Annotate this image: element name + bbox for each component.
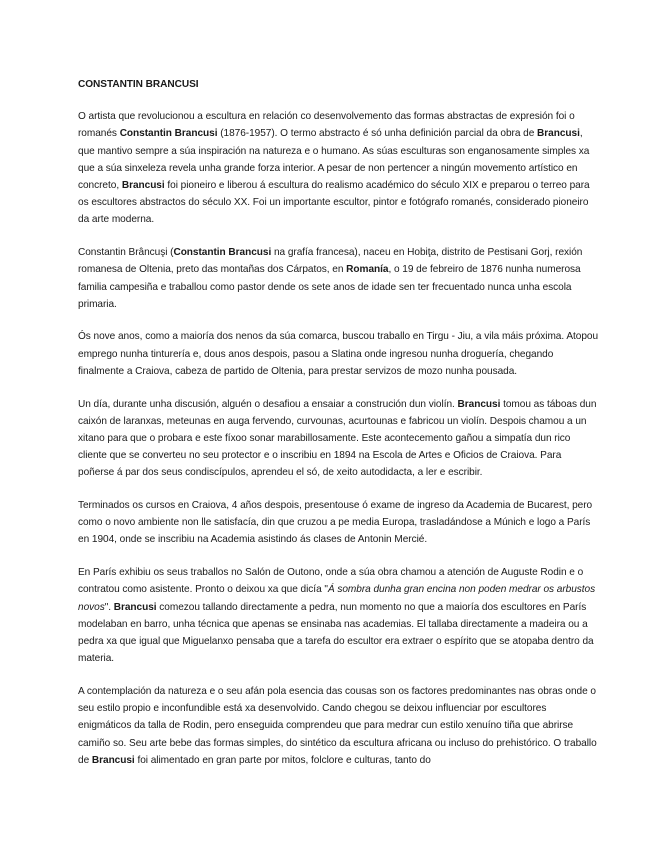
text-run: Terminados os cursos en Craiova, 4 años despois, presentouse ó exame de ingreso da Academia de Bucarest, pero como o novo ambiente non lle satisfacía, din que cruzou a pe media Europa, trasladándose a Múnich e logo a París en 1904, onde se inscribiu na Academia asistindo ás clases de Antonin Mercié. bbox=[78, 500, 593, 546]
bold-text: Constantin Brancusi bbox=[119, 128, 218, 140]
text-run: foi alimentado en gran parte por mitos, folclore e culturas, tanto do bbox=[134, 754, 431, 766]
paragraph bbox=[78, 396, 598, 482]
text-run: En París exhibiu os seus traballos no Salón de Outono, onde a súa obra chamou a atención de Auguste Rodin e o contratou como asistente. Pronto o deixou xa que dicía " bbox=[78, 567, 584, 596]
paragraph bbox=[78, 328, 598, 380]
text-run: na grafía francesa), naceu en Hobiţa, distrito de Pestisani Gorj, rexión romanesa de Oltenia, preto das montañas dos Cárpatos, en bbox=[78, 247, 583, 276]
text-run: , que mantivo sempre a súa inspiración na natureza e o humano. As súas esculturas son enganosamente simples xa que a súa sinxeleza revela unha grande forza interior. A pesar de non pertencer a ningún movemento artístico en concreto, bbox=[78, 128, 590, 192]
paragraph bbox=[78, 497, 598, 549]
bold-text: Brancusi bbox=[457, 398, 501, 410]
text-run: A contemplación da natureza e o seu afán pola esencia das cousas son os factores predominantes nas obras onde o seu estilo propio e inconfundible está xa desenvolvido. Cando chegou se deixou influenciar por escultores enigmáticos da talla de Rodin, pero enseguida comprendeu que para medrar cun estilo xenuíno tiña que abrirse camiño so. Seu arte bebe das formas simples, do sintético da escultura africana ou incluso do prehistórico. O traballo de bbox=[78, 685, 597, 766]
text-run: , o 19 de febreiro de 1876 nunha numerosa familia campesiña e traballou como pastor dende os sete anos de idade sen ter frecuentado nunca unha escola primaria. bbox=[78, 264, 581, 310]
bold-text: Constantin Brancusi bbox=[173, 247, 272, 259]
paragraph bbox=[78, 244, 598, 313]
bold-text: Brancusi bbox=[537, 128, 580, 140]
bold-text: Brancusi bbox=[121, 180, 165, 192]
text-run: (1876-1957). O termo abstracto é só unha definición parcial da obra de bbox=[217, 128, 538, 140]
text-run: Constantin Brâncuşi ( bbox=[78, 247, 174, 259]
text-run: comezou tallando directamente a pedra, nun momento no que a maioría dos escultores en París modelaban en barro, unha técnica que apenas se ensinaba nas academias. El tallaba directamente a madeira ou a pedra xa que igual que Miguelanxo pensaba que a tarefa do escultor era extraer o espírito que se atopaba dentro da materia. bbox=[78, 601, 594, 665]
document-body bbox=[78, 76, 598, 784]
text-run: Un día, durante unha discusión, alguén o desafiou a ensaiar a construción dun violín. bbox=[78, 398, 458, 410]
bold-text: Brancusi bbox=[113, 601, 157, 613]
paragraph bbox=[78, 683, 598, 769]
paragraph bbox=[78, 564, 598, 667]
bold-text: Brancusi bbox=[91, 754, 135, 766]
italic-text: Á sombra dunha gran encina non poden medrar os arbustos novos bbox=[78, 584, 596, 613]
text-run: Ós nove anos, como a maioría dos nenos da súa comarca, buscou traballo en Tirgu - Jiu, a vila máis próxima. Atopou emprego nunha tinturería e, dous anos despois, pasou a Slatina onde ingresou nunha droguería, chegando finalmente a Craiova, cabeza de partido de Oltenia, para prestar servizos de mozo nunha pousada. bbox=[78, 331, 599, 377]
bold-text: Romanía bbox=[346, 264, 389, 276]
document-title: CONSTANTIN BRANCUSI bbox=[78, 79, 199, 90]
paragraph bbox=[78, 108, 598, 228]
text-run: tomou as táboas dun caixón de laranxas, meteunas en auga fervendo, curvounas, acurtounas e fabricou un violín. Despois chamou a un xitano para que o probara e este fíxoo sonar marabillosamente. Este acontecemento gañou a simpatía dun rico cliente que se converteu no seu protector e o inscribiu en 1894 na Escola de Artes e Oficios de Craiova. Para poñerse á par dos seus condiscípulos, aprendeu el só, de xeito autodidacta, a ler e escribir. bbox=[78, 398, 597, 479]
text-run: ". bbox=[104, 601, 114, 613]
text-run: O artista que revolucionou a escultura en relación co desenvolvemento das formas abstractas de expresión foi o romanés bbox=[78, 111, 575, 140]
text-run: foi pioneiro e liberou á escultura do realismo académico do século XIX e preparou o terreo para os escultores abstractos do século XX. Foi un importante escultor, pintor e fotógrafo romanés, considerado pioneiro da arte moderna. bbox=[78, 180, 590, 226]
